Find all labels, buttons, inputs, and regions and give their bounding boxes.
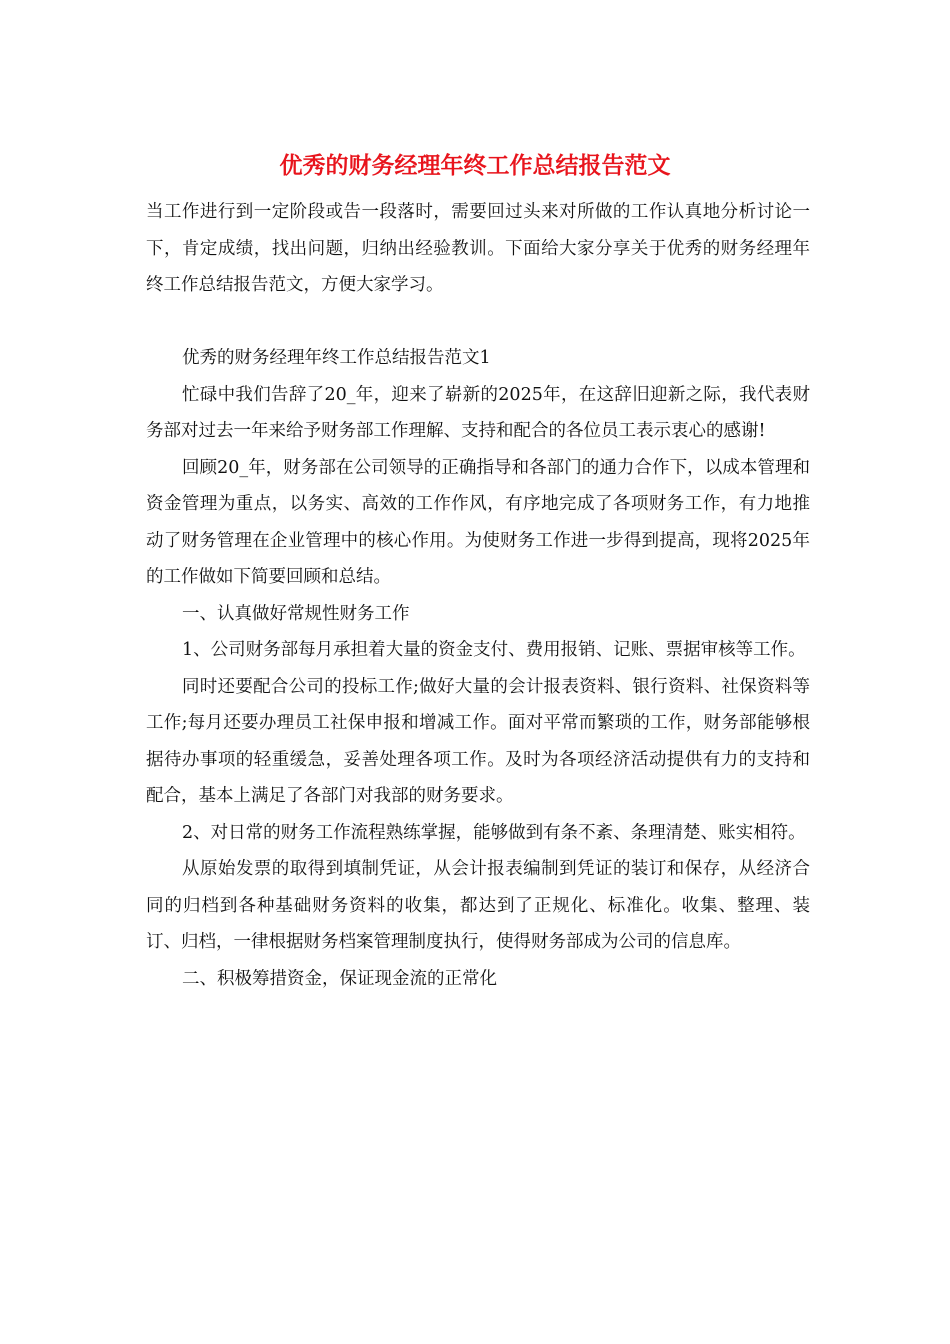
intro-paragraph: 当工作进行到一定阶段或告一段落时，需要回过头来对所做的工作认真地分析讨论一下，肯定成绩，找出问题，归纳出经验教训。下面给大家分享关于优秀的财务经理年终工作总结报告范文，方便大家学习。: [146, 202, 810, 295]
section-heading: 优秀的财务经理年终工作总结报告范文1: [182, 348, 491, 368]
body-paragraph: 从原始发票的取得到填制凭证，从会计报表编制到凭证的装订和保存，从经济合同的归档到各种基础财务资料的收集，都达到了正规化、标准化。收集、整理、装订、归档，一律根据财务档案管理制度执行，使得财务部成为公司的信息库。: [146, 859, 810, 952]
subsection-heading: 一、认真做好常规性财务工作: [182, 603, 410, 624]
body-paragraph: 忙碌中我们告辞了20_年，迎来了崭新的2025年，在这辞旧迎新之际，我代表财务部对过去一年来给予财务部工作理解、支持和配合的各位员工表示衷心的感谢!: [146, 384, 810, 441]
subsection-heading: 二、积极筹措资金，保证现金流的正常化: [182, 968, 497, 989]
paragraph-spacer: [146, 304, 810, 341]
body-paragraph: 同时还要配合公司的投标工作;做好大量的会计报表资料、银行资料、社保资料等工作;每月还要办理员工社保申报和增减工作。面对平常而繁琐的工作，财务部能够根据待办事项的轻重缓急，妥善处理各项工作。及时为各项经济活动提供有力的支持和配合，基本上满足了各部门对我部的财务要求。: [146, 676, 810, 806]
body-paragraph: 1、公司财务部每月承担着大量的资金支付、费用报销、记账、票据审核等工作。: [182, 640, 806, 660]
body-paragraph: 回顾20_年，财务部在公司领导的正确指导和各部门的通力合作下，以成本管理和资金管理为重点，以务实、高效的工作作风，有序地完成了各项财务工作，有力地推动了财务管理在企业管理中的核心作用。为使财务工作进一步得到提高，现将2025年的工作做如下简要回顾和总结。: [146, 457, 810, 587]
document-body: [146, 194, 810, 997]
body-paragraph: 2、对日常的财务工作流程熟练掌握，能够做到有条不紊、条理清楚、账实相符。: [182, 822, 806, 843]
document-title: 优秀的财务经理年终工作总结报告范文: [279, 153, 671, 179]
